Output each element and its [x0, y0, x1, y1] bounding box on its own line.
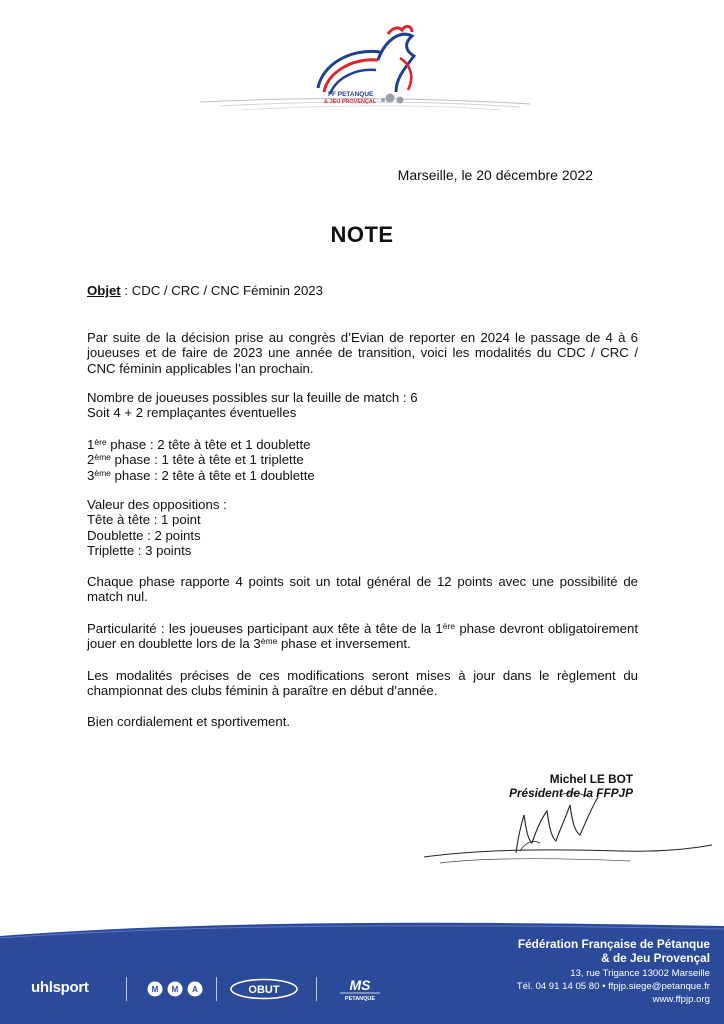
svg-text:OBUT: OBUT: [248, 984, 280, 996]
svg-text:M: M: [151, 985, 159, 994]
handwritten-signature: [420, 745, 720, 870]
sponsor-uhlsport-logo: uhlsport: [31, 979, 89, 996]
players-line-1: Nombre de joueuses possibles sur la feuille de match : 6: [87, 390, 418, 405]
modalities-paragraph: Les modalités précises de ces modifications seront mises à jour dans le règlement du championnat des clubs féminin à paraître en début d’année.: [87, 668, 638, 699]
federation-name-line-2: & de Jeu Provençal: [601, 951, 710, 965]
subject-line: [87, 283, 323, 298]
federation-name-line-1: Fédération Française de Pétanque: [517, 937, 710, 951]
logo-text-line2: & JEU PROVENÇAL: [324, 99, 377, 105]
signature-block: [420, 745, 720, 870]
phase-item: 3ème phase : 2 tête à tête et 1 doublette: [87, 467, 315, 483]
subject-text: : CDC / CRC / CNC Féminin 2023: [120, 283, 323, 298]
phase-item: 2ème phase : 1 tête à tête et 1 triplette: [87, 452, 304, 468]
subject-label: Objet: [87, 283, 121, 298]
value-item: Triplette : 3 points: [87, 542, 192, 558]
players-line-2: Soit 4 + 2 remplaçantes éventuelles: [87, 405, 297, 421]
federation-contact[interactable]: Tél. 04 91 14 05 80 • ffpjp.siege@petanque.fr: [516, 981, 710, 992]
particularity-paragraph: Particularité : les joueuses participant aux tête à tête de la 1ère phase devront obligatoirement jouer en doublette lors de la 3ème phase et inversement.: [87, 621, 638, 652]
values-title: Valeur des oppositions :: [87, 497, 227, 512]
signer-name: Michel LE BOT: [549, 772, 633, 786]
intro-paragraph: Par suite de la décision prise au congrès d’Evian de reporter en 2024 le passage de 4 à 6 joueuses et de faire de 2023 une année de transition, voici les modalités du CDC / CRC / CNC féminin applicables l’an prochain.: [87, 330, 638, 376]
value-item: Doublette : 2 points: [87, 527, 201, 543]
phases-list: [87, 437, 638, 483]
sponsor-obut-logo: [229, 978, 299, 1000]
federation-website-link[interactable]: www.ffpjp.org: [652, 994, 710, 1005]
signer-title: Président de la FFPJP: [509, 786, 633, 800]
sponsor-divider: [316, 977, 317, 1001]
scoring-paragraph: Chaque phase rapporte 4 points soit un total général de 12 points avec une possibilité de match nul.: [87, 574, 638, 605]
federation-address: 13, rue Trigance 13002 Marseille: [570, 968, 710, 979]
document-title: NOTE: [330, 222, 394, 247]
players-paragraph: [87, 390, 638, 421]
sponsor-divider: [126, 977, 127, 1001]
sponsor-mma-logo: [146, 980, 204, 998]
values-list: [87, 497, 638, 558]
svg-text:PETANQUE: PETANQUE: [344, 996, 376, 1002]
phase-item: 1ère phase : 2 tête à tête et 1 doublette: [87, 437, 311, 452]
svg-text:A: A: [192, 985, 198, 994]
svg-text:M: M: [171, 985, 179, 994]
ffpjp-logo: [200, 20, 530, 120]
closing-line: Bien cordialement et sportivement.: [87, 714, 291, 729]
value-item: Tête à tête : 1 point: [87, 512, 201, 528]
sponsor-divider: [216, 977, 217, 1001]
sponsor-ms-petanque-logo: [334, 976, 386, 1002]
logo-text-line1: FF PETANQUE: [328, 91, 374, 98]
date-line: Marseille, le 20 décembre 2022: [397, 167, 593, 183]
footer-band: [0, 918, 724, 1024]
svg-text:MS: MS: [349, 977, 371, 993]
